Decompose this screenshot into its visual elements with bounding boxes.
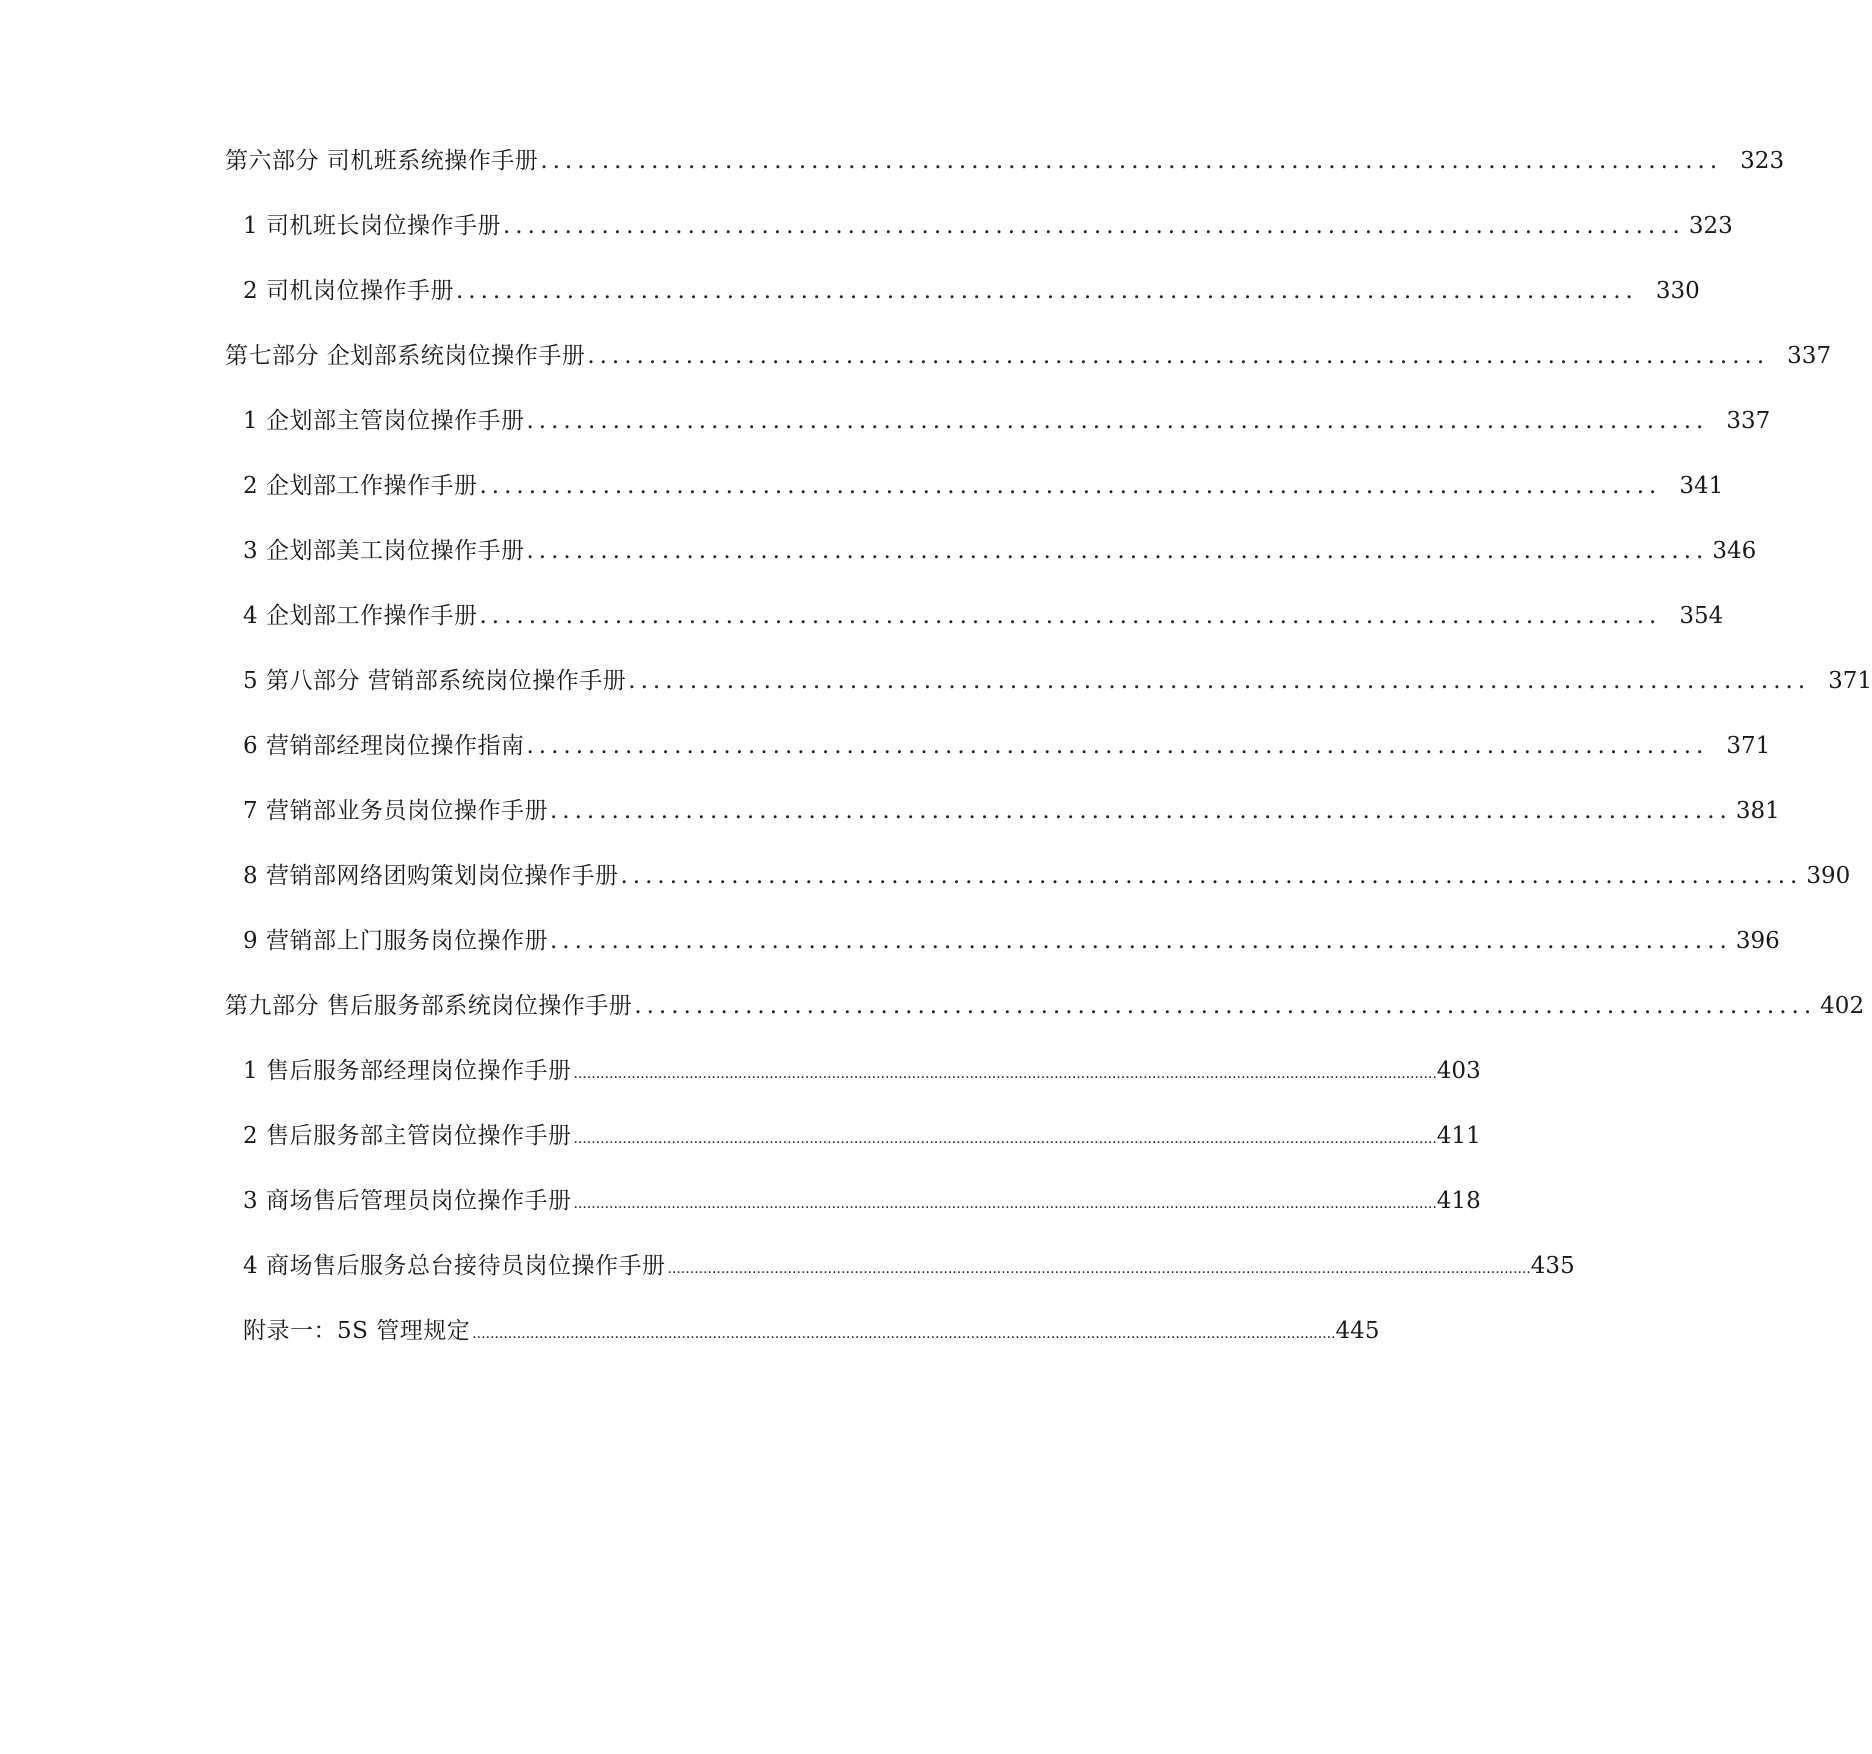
toc-leader-dots: ................................................................................................: [526, 733, 1709, 759]
toc-entry-label: 4 商场售后服务总台接待员岗位操作手册: [243, 1253, 666, 1279]
toc-leader-dots: ................................................................................................: [479, 603, 1662, 629]
toc-entry-label: 8 营销部网络团购策划岗位操作手册: [243, 863, 619, 889]
toc-entry: [225, 272, 1700, 337]
toc-entry: [225, 922, 1780, 987]
toc-entry-page: 323: [1688, 213, 1733, 239]
toc-entry-page: 403: [1436, 1058, 1481, 1084]
toc-leader-dots: ..................................................................................................................................................................................................: [667, 1261, 1531, 1277]
toc-entry-label: 1 企划部主管岗位操作手册: [243, 408, 525, 434]
toc-entry: [225, 142, 1785, 207]
toc-entry: [225, 207, 1733, 272]
toc-entry: [225, 1312, 1380, 1377]
toc-leader-dots: ..................................................................................................................................................................................................: [573, 1066, 1437, 1082]
toc-entry-page: 402: [1820, 993, 1865, 1019]
toc-entry-page: 435: [1530, 1253, 1575, 1279]
table-of-contents: [225, 142, 1872, 1377]
toc-entry: [225, 337, 1832, 402]
toc-entry-label: 1 司机班长岗位操作手册: [243, 213, 501, 239]
toc-leader-dots: ................................................................................................: [526, 408, 1709, 434]
toc-leader-dots: ..................................................................................................................................................................................................: [472, 1326, 1336, 1342]
toc-entry-label: 5 第八部分 营销部系统岗位操作手册: [243, 668, 627, 694]
toc-entry-label: 2 售后服务部主管岗位操作手册: [243, 1123, 572, 1149]
toc-entry-label: 附录一：5S 管理规定: [243, 1318, 471, 1344]
toc-entry-label: 3 企划部美工岗位操作手册: [243, 538, 525, 564]
toc-entry-label: 6 营销部经理岗位操作指南: [243, 733, 525, 759]
toc-entry: [225, 792, 1780, 857]
toc-entry-page: 346: [1712, 538, 1757, 564]
toc-entry-label: 7 营销部业务员岗位操作手册: [243, 798, 548, 824]
toc-leader-dots: ................................................................................................: [587, 343, 1770, 369]
toc-leader-dots: ................................................................................................: [502, 213, 1685, 239]
toc-leader-dots: ..................................................................................................................................................................................................: [573, 1196, 1437, 1212]
toc-entry: [225, 597, 1724, 662]
toc-entry-page: 390: [1806, 863, 1851, 889]
toc-leader-dots: ................................................................................................: [479, 473, 1662, 499]
toc-entry-page: 323: [1740, 148, 1785, 174]
toc-entry: [225, 1182, 1481, 1247]
toc-entry-label: 第六部分 司机班系统操作手册: [225, 148, 539, 174]
toc-entry-label: 第七部分 企划部系统岗位操作手册: [225, 343, 586, 369]
toc-entry: [225, 1052, 1481, 1117]
toc-entry: [225, 662, 1872, 727]
toc-leader-dots: ................................................................................................: [540, 148, 1723, 174]
toc-entry-page: 445: [1335, 1318, 1380, 1344]
toc-entry-label: 1 售后服务部经理岗位操作手册: [243, 1058, 572, 1084]
toc-leader-dots: ................................................................................................: [455, 278, 1638, 304]
toc-entry-label: 3 商场售后管理员岗位操作手册: [243, 1188, 572, 1214]
toc-entry: [225, 727, 1771, 792]
toc-entry-page: 337: [1726, 408, 1771, 434]
toc-entry-label: 2 司机岗位操作手册: [243, 278, 454, 304]
toc-leader-dots: ................................................................................................: [526, 538, 1709, 564]
toc-leader-dots: ................................................................................................: [549, 798, 1732, 824]
toc-entry-page: 381: [1735, 798, 1780, 824]
toc-entry-label: 4 企划部工作操作手册: [243, 603, 478, 629]
toc-entry-label: 第九部分 售后服务部系统岗位操作手册: [225, 993, 633, 1019]
toc-entry-page: 396: [1735, 928, 1780, 954]
toc-leader-dots: ..................................................................................................................................................................................................: [573, 1131, 1437, 1147]
toc-entry: [225, 532, 1757, 597]
toc-entry: [225, 1247, 1575, 1312]
toc-entry: [225, 987, 1865, 1052]
toc-entry-label: 2 企划部工作操作手册: [243, 473, 478, 499]
toc-entry-page: 330: [1655, 278, 1700, 304]
toc-entry: [225, 857, 1851, 922]
toc-entry: [225, 467, 1724, 532]
toc-leader-dots: ................................................................................................: [634, 993, 1817, 1019]
toc-entry-page: 418: [1436, 1188, 1481, 1214]
toc-leader-dots: ................................................................................................: [628, 668, 1811, 694]
toc-entry-page: 341: [1679, 473, 1724, 499]
toc-entry: [225, 1117, 1481, 1182]
toc-entry: [225, 402, 1771, 467]
toc-entry-page: 371: [1726, 733, 1771, 759]
toc-entry-page: 354: [1679, 603, 1724, 629]
toc-leader-dots: ................................................................................................: [549, 928, 1732, 954]
toc-entry-page: 371: [1828, 668, 1872, 694]
toc-leader-dots: ................................................................................................: [620, 863, 1803, 889]
toc-entry-page: 337: [1787, 343, 1832, 369]
toc-entry-label: 9 营销部上门服务岗位操作册: [243, 928, 548, 954]
toc-entry-page: 411: [1436, 1123, 1481, 1149]
